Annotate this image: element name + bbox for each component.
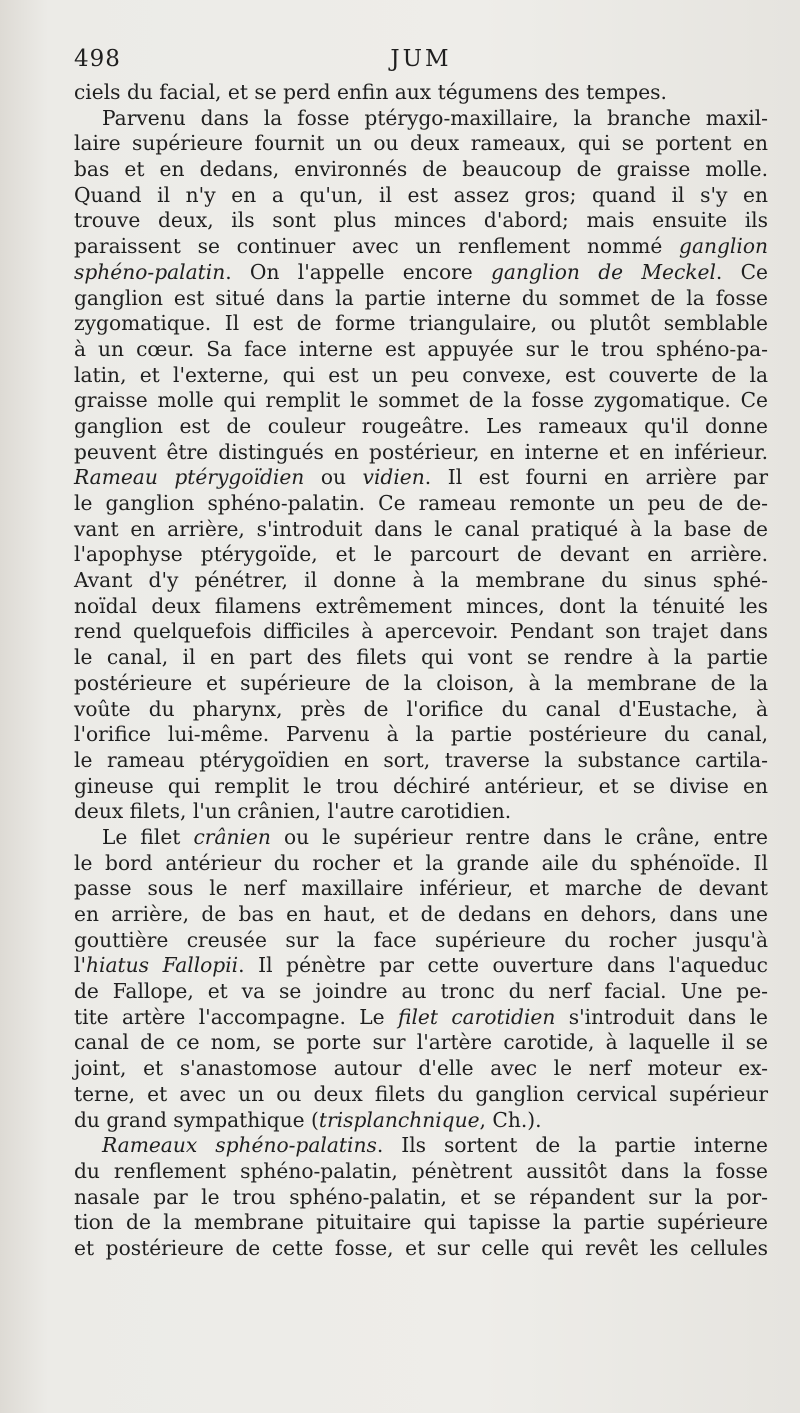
text-line: l'hiatus Fallopii. Il pénètre par cette ouverture dans l'aqueduc <box>74 953 768 978</box>
text-line: le ganglion sphéno-palatin. Ce rameau remonte un peu de de- <box>74 491 768 515</box>
text-line: ganglion est de couleur rougeâtre. Les rameaux qu'il donne <box>74 413 768 438</box>
text-line: tite artère l'accompagne. Le filet carotidien s'introduit dans le <box>74 1004 768 1029</box>
page-header <box>74 46 768 76</box>
text-line: Rameau ptérygoïdien ou vidien. Il est fourni en arrière par <box>74 465 768 490</box>
text-line: de Fallope, et va se joindre au tronc du nerf facial. Une pe- <box>74 979 768 1004</box>
text-line: bas et en dedans, environnés de beaucoup de graisse molle. <box>74 157 768 182</box>
text-line: ciels du facial, et se perd enfin aux tégumens des tempes. <box>74 80 667 104</box>
text-line: Avant d'y pénétrer, il donne à la membrane du sinus sphé- <box>74 568 768 593</box>
text-line: sphéno-palatin. On l'appelle encore ganglion de Meckel. Ce <box>74 259 768 284</box>
text-line: vant en arrière, s'introduit dans le canal pratiqué à la base de <box>74 516 768 541</box>
text-line: gouttière creusée sur la face supérieure du rocher jusqu'à <box>74 927 768 952</box>
text-line: tion de la membrane pituitaire qui tapisse la partie supérieure <box>74 1210 768 1235</box>
text-line: l'apophyse ptérygoïde, et le parcourt de devant en arrière. <box>74 542 768 567</box>
text-line: Le filet crânien ou le supérieur rentre dans le crâne, entre <box>102 824 768 849</box>
text-line: rend quelquefois difficiles à apercevoir. Pendant son trajet dans <box>74 619 768 644</box>
text-line: zygomatique. Il est de forme triangulaire, ou plutôt semblable <box>74 311 768 336</box>
text-line: paraissent se continuer avec un renflement nommé ganglion <box>74 234 768 259</box>
text-line: nasale par le trou sphéno-palatin, et se répandent sur la por- <box>74 1184 768 1209</box>
text-line: Rameaux sphéno-palatins. Ils sortent de la partie interne <box>102 1133 768 1158</box>
text-line: Quand il n'y en a qu'un, il est assez gros; quand il s'y en <box>74 182 768 207</box>
text-line: passe sous le nerf maxillaire inférieur, et marche de devant <box>74 876 768 901</box>
text-line: trouve deux, ils sont plus minces d'abord; mais ensuite ils <box>74 208 768 233</box>
text-line: latin, et l'externe, qui est un peu convexe, est couverte de la <box>74 362 768 387</box>
text-line: l'orifice lui-même. Parvenu à la partie postérieure du canal, <box>74 722 768 747</box>
text-line: terne, et avec un ou deux filets du ganglion cervical supérieur <box>74 1081 768 1106</box>
text-line: laire supérieure fournit un ou deux rameaux, qui se portent en <box>74 131 768 156</box>
text-line: du grand sympathique (trisplanchnique, Ch.). <box>74 1107 542 1132</box>
text-line: le bord antérieur du rocher et la grande aile du sphénoïde. Il <box>74 850 768 875</box>
text-line: voûte du pharynx, près de l'orifice du canal d'Eustache, à <box>74 696 768 721</box>
text-line: et postérieure de cette fosse, et sur celle qui revêt les cellules <box>74 1235 768 1260</box>
text-line: en arrière, de bas en haut, et de dedans en dehors, dans une <box>74 902 768 926</box>
text-line: graisse molle qui remplit le sommet de la fosse zygomatique. Ce <box>74 388 768 413</box>
text-line: à un cœur. Sa face interne est appuyée sur le trou sphéno-pa- <box>74 336 768 361</box>
text-line: du renflement sphéno-palatin, pénètrent aussitôt dans la fosse <box>74 1158 768 1183</box>
text-line: gineuse qui remplit le trou déchiré antérieur, et se divise en <box>74 773 768 798</box>
text-line: le canal, il en part des filets qui vont se rendre à la partie <box>74 645 768 670</box>
body-text <box>74 80 768 1262</box>
text-line: postérieure et supérieure de la cloison, à la membrane de la <box>74 670 768 695</box>
page-number: 498 <box>74 46 121 72</box>
running-head: JUM <box>390 46 452 72</box>
text-line: canal de ce nom, se porte sur l'artère carotide, à laquelle il se <box>74 1030 768 1055</box>
text-line: joint, et s'anastomose autour d'elle avec le nerf moteur ex- <box>74 1056 768 1081</box>
text-line: noïdal deux filamens extrêmement minces, dont la ténuité les <box>74 593 768 618</box>
text-line: deux filets, l'un crânien, l'autre carotidien. <box>74 799 512 824</box>
text-line: peuvent être distingués en postérieur, en interne et en inférieur. <box>74 439 768 464</box>
text-line: Parvenu dans la fosse ptérygo-maxillaire, la branche maxil- <box>102 105 768 130</box>
text-line: le rameau ptérygoïdien en sort, traverse la substance cartila- <box>74 747 768 772</box>
text-line: ganglion est situé dans la partie interne du sommet de la fosse <box>74 285 768 310</box>
